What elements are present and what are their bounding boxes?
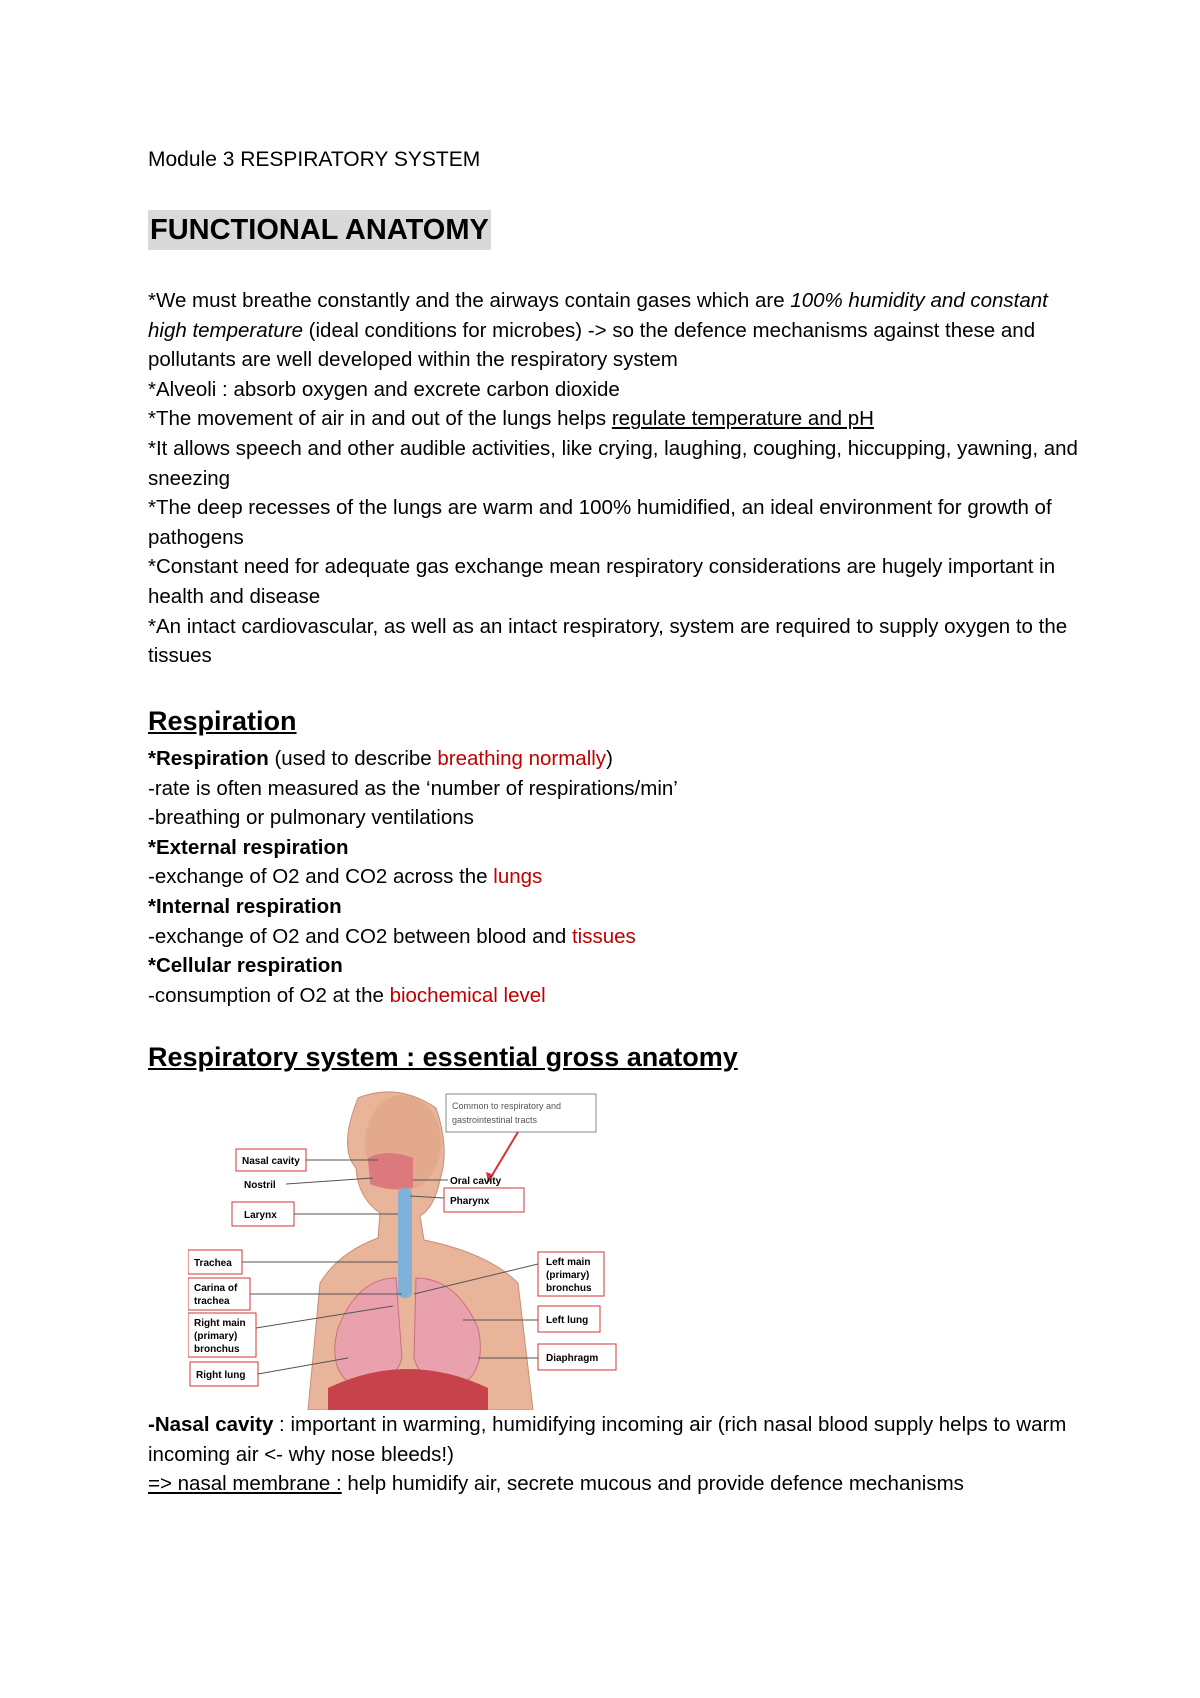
text: help humidify air, secrete mucous and provide defence mechanisms (341, 1472, 964, 1496)
respiratory-anatomy-figure (188, 1088, 788, 1410)
label-pharynx: Pharynx (450, 1196, 490, 1207)
callout-line: gastrointestinal tracts (452, 1115, 538, 1125)
text: *We must breathe constantly and the airways contain gases which are (148, 289, 791, 312)
label-right-main-1: Right main (194, 1318, 246, 1329)
italic-text: 100% humidity and constant high temperature (148, 289, 1048, 342)
bold-text: -Nasal cavity (148, 1413, 274, 1436)
label-right-main-2: (primary) (194, 1331, 238, 1342)
red-text: tissues (571, 924, 636, 948)
red-text: lungs (493, 865, 543, 889)
respiration-line (148, 862, 1078, 892)
intro-paragraph (148, 404, 1078, 434)
red-text: breathing normally (437, 747, 607, 770)
label-right-lung: Right lung (196, 1370, 246, 1381)
respiration-line: -breathing or pulmonary ventilations (148, 806, 474, 830)
intro-paragraph: *The deep recesses of the lungs are warm and 100% humidified, an ideal environment for growth of pathogens (148, 496, 1052, 549)
label-left-main-2: (primary) (546, 1270, 590, 1281)
respiration-line: *Internal respiration (148, 894, 342, 918)
respiration-line (148, 744, 1078, 774)
label-left-main-3: bronchus (546, 1283, 592, 1294)
module-title: Module 3 RESPIRATORY SYSTEM (148, 148, 481, 171)
label-carina-2: trachea (194, 1296, 230, 1307)
respiration-line: -rate is often measured as the ‘number of respirations/min’ (148, 776, 678, 800)
respiration-section (148, 744, 1078, 1010)
intro-paragraph: *It allows speech and other audible activities, like crying, laughing, coughing, hiccupping, yawning, and sneezing (148, 436, 1078, 490)
label-right-main-3: bronchus (194, 1344, 240, 1355)
callout-line: Common to respiratory and (452, 1101, 562, 1111)
respiration-line (148, 981, 1078, 1011)
trachea-illustration (398, 1188, 412, 1298)
label-diaphragm: Diaphragm (546, 1353, 599, 1364)
text: *The movement of air in and out of the lungs helps (148, 407, 612, 431)
red-text: biochemical level (389, 983, 546, 1007)
intro-section (148, 286, 1078, 671)
label-trachea: Trachea (194, 1258, 232, 1269)
main-heading: FUNCTIONAL ANATOMY (148, 210, 491, 250)
label-larynx: Larynx (244, 1210, 277, 1221)
respiration-line (148, 922, 1078, 952)
label-carina-1: Carina of (194, 1283, 238, 1294)
respiration-heading: Respiration (148, 706, 297, 736)
text: (ideal conditions for microbes) -> so the defence mechanisms against these and pollutants are well developed within the respiratory system (148, 318, 1036, 372)
underlined-text: => nasal membrane : (148, 1472, 342, 1496)
intro-paragraph: *Alveoli : absorb oxygen and excrete carbon dioxide (148, 377, 620, 401)
bold-text: *Respiration (148, 747, 269, 770)
text: : important in warming, humidifying incoming air (rich nasal blood supply helps to warm incoming air <- why nose bleeds!) (148, 1413, 1067, 1466)
callout-box (446, 1094, 596, 1132)
respiration-line: *Cellular respiration (148, 954, 343, 978)
gross-anatomy-heading: Respiratory system : essential gross anatomy (148, 1042, 738, 1072)
nasal-paragraph (148, 1410, 1078, 1469)
text: (used to describe (268, 747, 438, 770)
label-left-main-1: Left main (546, 1257, 591, 1268)
label-left-lung: Left lung (546, 1315, 589, 1326)
intro-paragraph: *Constant need for adequate gas exchange mean respiratory considerations are hugely important in health and disease (148, 555, 1056, 608)
intro-paragraph: *An intact cardiovascular, as well as an intact respiratory, system are required to supply oxygen to the tissues (148, 614, 1068, 668)
membrane-paragraph (148, 1469, 1078, 1499)
label-nasal-cavity: Nasal cavity (242, 1156, 300, 1167)
underlined-text: regulate temperature and pH (611, 407, 874, 431)
nasal-section (148, 1410, 1078, 1499)
intro-paragraph (148, 286, 1078, 375)
text: -exchange of O2 and CO2 across the (148, 865, 494, 889)
nasal-oral-illustration (368, 1153, 413, 1189)
text: ) (606, 747, 613, 770)
label-oral-cavity: Oral cavity (450, 1176, 502, 1187)
text: -exchange of O2 and CO2 between blood and (148, 924, 572, 948)
respiration-line: *External respiration (148, 835, 349, 859)
label-nostril: Nostril (244, 1180, 276, 1191)
text: -consumption of O2 at the (148, 983, 390, 1007)
